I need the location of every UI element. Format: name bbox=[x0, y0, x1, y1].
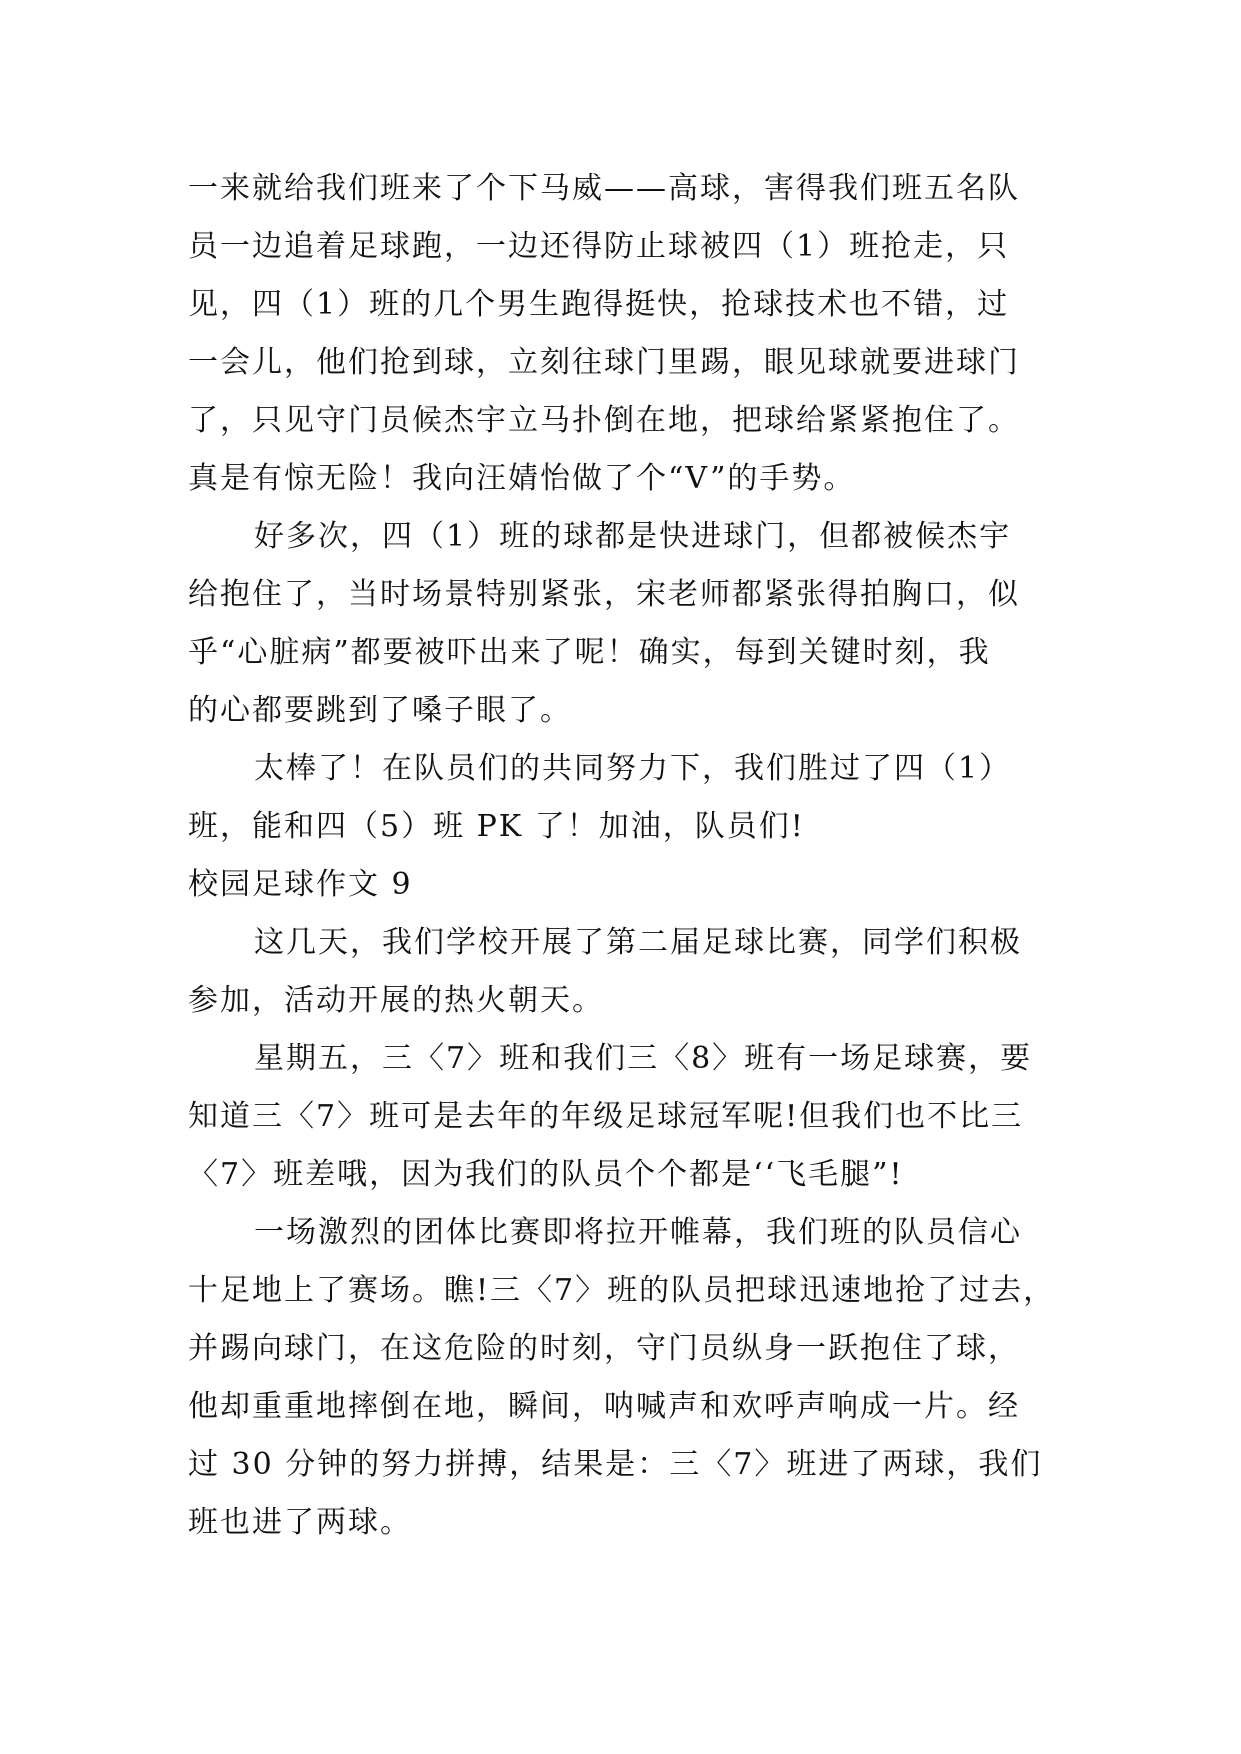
paragraph-first-line: 太棒了！在队员们的共同努力下，我们胜过了四（1） bbox=[254, 751, 1012, 786]
text-line: 参加，活动开展的热火朝天。 bbox=[188, 983, 604, 1018]
paragraph-first-line: 星期五，三〈7〉班和我们三〈8〉班有一场足球赛，要 bbox=[254, 1041, 1033, 1076]
text-line: 十足地上了赛场。瞧!三〈7〉班的队员把球迅速地抢了过去， bbox=[188, 1273, 1056, 1308]
paragraph-first-line: 一场激烈的团体比赛即将拉开帷幕，我们班的队员信心 bbox=[254, 1215, 1022, 1250]
text-line: 给抱住了，当时场景特别紧张，宋老师都紧张得拍胸口，似 bbox=[188, 577, 1020, 612]
text-line: 一会儿，他们抢到球，立刻往球门里踢，眼见球就要进球门 bbox=[188, 345, 1020, 380]
paragraph-first-line: 这几天，我们学校开展了第二届足球比赛，同学们积极 bbox=[254, 925, 1022, 960]
text-line: 的心都要跳到了嗓子眼了。 bbox=[188, 693, 572, 728]
text-line: 见，四（1）班的几个男生跑得挺快，抢球技术也不错，过 bbox=[188, 287, 1010, 322]
text-line: 一来就给我们班来了个下马威——高球，害得我们班五名队 bbox=[188, 171, 1020, 206]
text-line: 他却重重地摔倒在地，瞬间，呐喊声和欢呼声响成一片。经 bbox=[188, 1389, 1020, 1424]
text-line: 员一边追着足球跑，一边还得防止球被四（1）班抢走，只 bbox=[188, 229, 1010, 264]
text-line: 乎“心脏病”都要被吓出来了呢！确实，每到关键时刻，我 bbox=[188, 635, 991, 670]
text-line: 真是有惊无险！我向汪婧怡做了个“V”的手势。 bbox=[188, 461, 856, 496]
paragraph-first-line: 好多次，四（1）班的球都是快进球门，但都被候杰宇 bbox=[254, 519, 1012, 554]
section-heading: 校园足球作文 9 bbox=[188, 867, 413, 902]
text-line: 班，能和四（5）班 PK 了！加油，队员们! bbox=[188, 809, 805, 844]
text-line: 班也进了两球。 bbox=[188, 1505, 412, 1540]
text-line: 过 30 分钟的努力拼搏，结果是：三〈7〉班进了两球，我们 bbox=[188, 1447, 1043, 1482]
text-line: 了，只见守门员候杰宇立马扑倒在地，把球给紧紧抱住了。 bbox=[188, 403, 1020, 438]
text-line: 并踢向球门，在这危险的时刻，守门员纵身一跃抱住了球， bbox=[188, 1331, 1020, 1366]
document-page bbox=[188, 160, 1060, 1552]
text-line: 知道三〈7〉班可是去年的年级足球冠军呢!但我们也不比三 bbox=[188, 1099, 1024, 1134]
text-line: 〈7〉班差哦，因为我们的队员个个都是‘‘飞毛腿”! bbox=[188, 1157, 904, 1192]
